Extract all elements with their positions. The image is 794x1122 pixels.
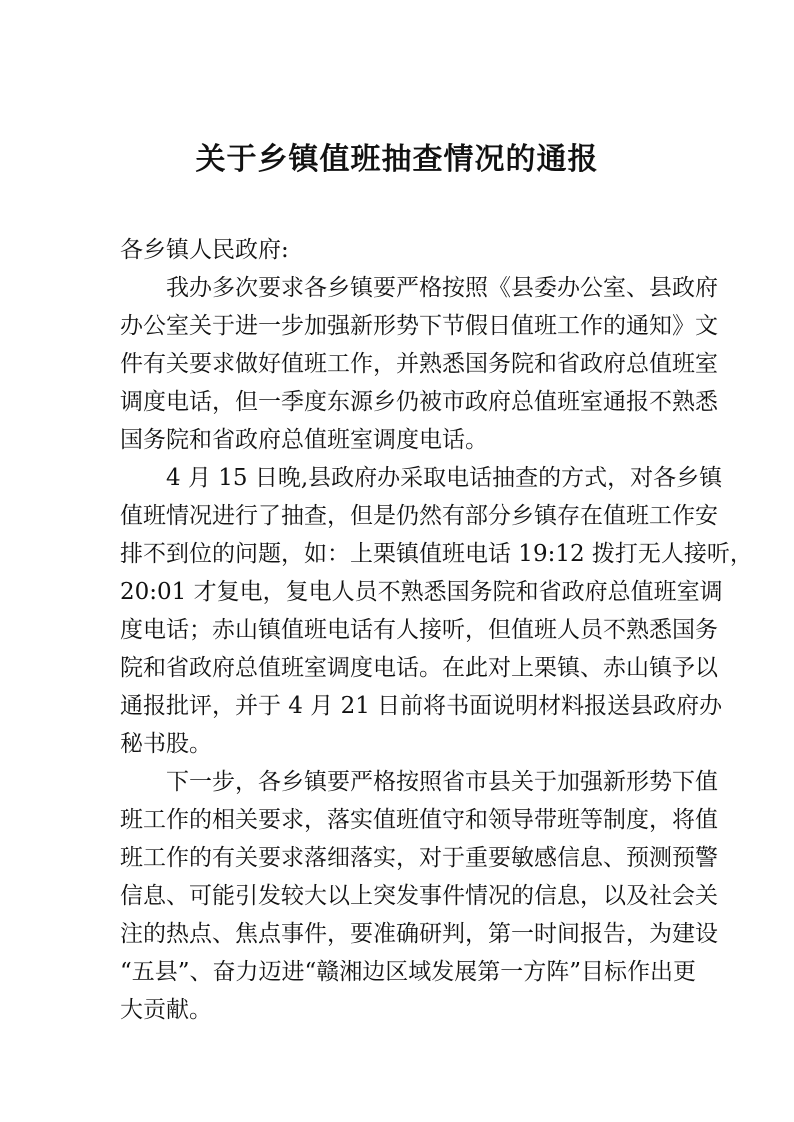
- text-line: 20:01 才复电，复电人员不熟悉国务院和省政府总值班室调: [120, 579, 723, 605]
- text-line: 排不到位的问题，如：上栗镇值班电话 19:12 拨打无人接听，: [120, 541, 753, 567]
- text-line: 下一步，各乡镇要严格按照省市县关于加强新形势下值: [166, 769, 718, 795]
- document-body: [120, 231, 753, 1029]
- salutation: 各乡镇人民政府:: [120, 237, 289, 263]
- paragraph-3: [120, 763, 718, 1029]
- text-line: 院和省政府总值班室调度电话。在此对上栗镇、赤山镇予以: [120, 655, 718, 681]
- paragraph-1: [120, 269, 718, 459]
- text-line: 通报批评，并于 4 月 21 日前将书面说明材料报送县政府办: [120, 693, 723, 719]
- text-line: 办公室关于进一步加强新形势下节假日值班工作的通知》文: [120, 313, 718, 339]
- text-line: 件有关要求做好值班工作，并熟悉国务院和省政府总值班室: [120, 351, 718, 377]
- text-line: 大贡献。: [120, 997, 212, 1023]
- text-line: 注的热点、焦点事件，要准确研判，第一时间报告，为建设: [120, 921, 718, 947]
- document-title: 关于乡镇值班抽查情况的通报: [195, 142, 599, 177]
- text-line: 国务院和省政府总值班室调度电话。: [120, 427, 488, 453]
- text-line: 度电话；赤山镇值班电话有人接听，但值班人员不熟悉国务: [120, 617, 718, 643]
- text-line: 我办多次要求各乡镇要严格按照《县委办公室、县政府: [166, 275, 718, 301]
- text-line: 调度电话，但一季度东源乡仍被市政府总值班室通报不熟悉: [120, 389, 718, 415]
- paragraph-2: [120, 459, 753, 763]
- text-line: 班工作的有关要求落细落实，对于重要敏感信息、预测预警: [120, 845, 718, 871]
- text-line: 秘书股。: [120, 731, 212, 757]
- text-line: “五县”、奋力迈进“赣湘边区域发展第一方阵”目标作出更: [120, 959, 697, 985]
- text-line: 班工作的相关要求，落实值班值守和领导带班等制度，将值: [120, 807, 718, 833]
- text-line: 4 月 15 日晚,县政府办采取电话抽查的方式，对各乡镇: [166, 465, 723, 491]
- text-line: 信息、可能引发较大以上突发事件情况的信息，以及社会关: [120, 883, 718, 909]
- text-line: 值班情况进行了抽查，但是仍然有部分乡镇存在值班工作安: [120, 503, 718, 529]
